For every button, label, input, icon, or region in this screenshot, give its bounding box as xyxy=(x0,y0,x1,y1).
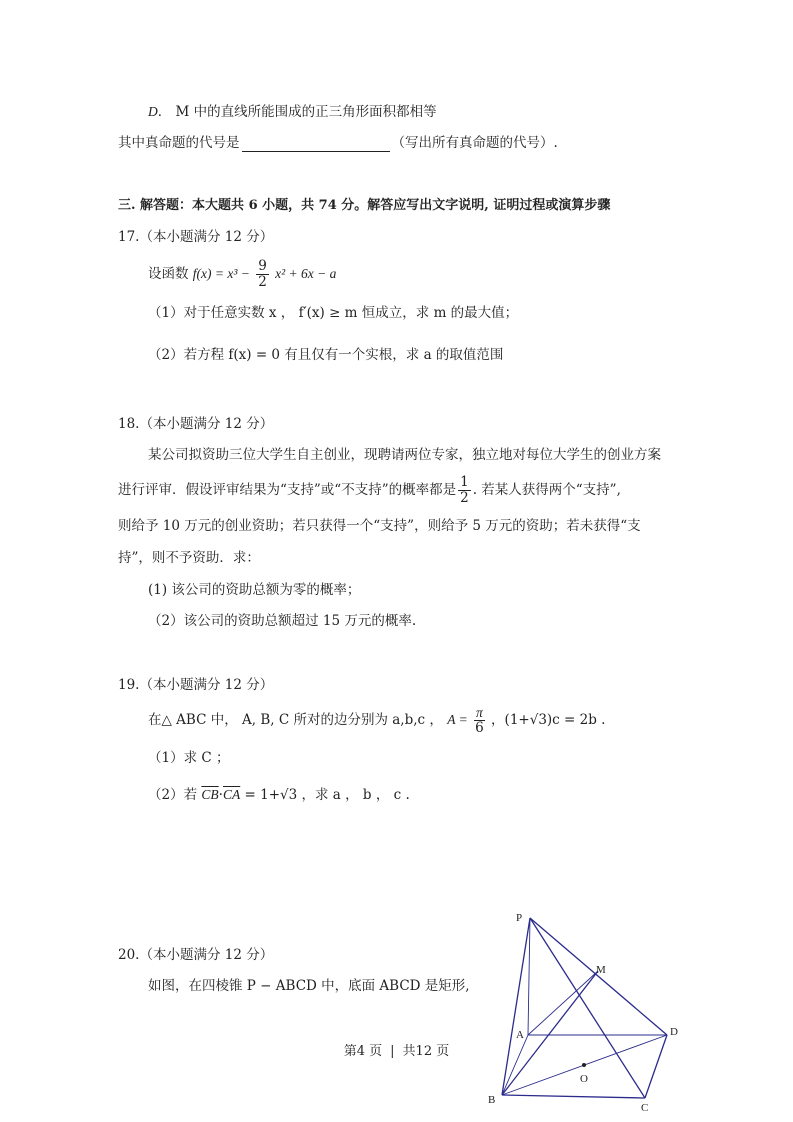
q19-vector-ca: $\overline{CA}$ xyxy=(222,787,241,802)
q16-option-d-text: M 中的直线所能围成的正三角形面积都相等 xyxy=(175,104,437,120)
q16-answer-hint: （写出所有真命题的代号）. xyxy=(391,135,558,151)
footer-separator: | xyxy=(390,1044,395,1059)
q18-fraction xyxy=(458,475,471,506)
q16-answer-blank xyxy=(242,137,390,152)
q19-line1-b: A = xyxy=(447,712,468,727)
edge-ab xyxy=(502,1035,528,1095)
q16-answer-line xyxy=(118,134,558,152)
q17-fraction xyxy=(256,259,269,290)
q17-func-lhs: f(x) = x³ − xyxy=(192,266,250,281)
q19-header: 19.（本小题满分 12 分） xyxy=(118,677,274,693)
q17-part1: （1）对于任意实数 x ， f′(x) ≥ m 恒成立，求 m 的最大值； xyxy=(148,305,519,321)
q18-header: 18.（本小题满分 12 分） xyxy=(118,416,274,432)
edge-pa xyxy=(528,918,530,1035)
q19-frac-den: 6 xyxy=(475,720,484,736)
label-m: M xyxy=(596,964,606,976)
q18-line2-a: 进行评审．假设评审结果为“支持”或“不支持”的概率都是 xyxy=(118,482,457,498)
q18-part1: (1) 该公司的资助总额为零的概率； xyxy=(148,582,361,598)
q19-part1: （1）求 C ； xyxy=(148,750,230,766)
label-p: P xyxy=(516,912,523,924)
q17-func-rhs: x² + 6x − a xyxy=(275,266,337,281)
q17-frac-den: 2 xyxy=(258,274,267,290)
q19-dot: · xyxy=(218,787,223,803)
q18-frac-num: 1 xyxy=(460,474,469,490)
edge-cd xyxy=(645,1035,667,1098)
q19-line1-c: ，(1+√3)c = 2b . xyxy=(491,712,606,728)
edge-pd xyxy=(530,918,667,1035)
edge-am xyxy=(528,971,598,1035)
q18-line1: 某公司拟资助三位大学生自主创业，现聘请两位专家，独立地对每位大学生的创业方案 xyxy=(148,447,661,463)
label-d: D xyxy=(670,1026,678,1038)
q18-line4: 持”，则不予资助．求： xyxy=(118,550,260,566)
q19-vector-cb: $\overline{CB}$ xyxy=(201,787,219,802)
q18-frac-den: 2 xyxy=(460,490,469,506)
q17-function xyxy=(148,258,336,290)
q18-line2-b: . 若某人获得两个“支持”, xyxy=(472,482,621,498)
footer-page-current: 第4 页 xyxy=(343,1044,383,1059)
label-b: B xyxy=(488,1094,496,1106)
edge-bc xyxy=(502,1095,645,1098)
q18-line3: 则给予 10 万元的创业资助；若只获得一个“支持”，则给予 5 万元的资助；若未获得“支 xyxy=(118,518,641,534)
q19-part2-a: （2）若 xyxy=(148,787,198,803)
q18-line2 xyxy=(118,474,621,506)
q19-part2-b: = 1+√3 ，求 a ， b ， c . xyxy=(244,787,410,803)
q16-answer-prompt: 其中真命题的代号是 xyxy=(118,135,240,151)
label-c: C xyxy=(641,1102,649,1114)
q20-line1: 如图，在四棱锥 P − ABCD 中，底面 ABCD 是矩形, xyxy=(148,978,470,994)
q19-line1 xyxy=(148,704,605,736)
q20-header: 20.（本小题满分 12 分） xyxy=(118,947,274,963)
q17-part2: （2）若方程 f(x) = 0 有且仅有一个实根，求 a 的取值范围 xyxy=(148,347,504,363)
label-a: A xyxy=(516,1029,524,1041)
q19-line1-a: 在△ ABC 中， A, B, C 所对的边分别为 a,b,c ， xyxy=(148,712,443,728)
edge-pc xyxy=(530,918,645,1098)
q16-option-d: D． M 中的直线所能围成的正三角形面积都相等 xyxy=(148,104,437,120)
pyramid-figure xyxy=(480,905,695,1115)
point-o xyxy=(582,1063,586,1067)
q17-frac-num: 9 xyxy=(258,258,267,274)
pyramid-hidden-edges xyxy=(502,918,667,1095)
pyramid-solid-edges xyxy=(502,918,667,1098)
q18-part2: （2）该公司的资助总额超过 15 万元的概率. xyxy=(148,613,417,629)
q19-fraction xyxy=(474,705,485,736)
q17-header: 17.（本小题满分 12 分） xyxy=(118,229,274,245)
footer-page-total: 共12 页 xyxy=(402,1044,450,1059)
q16-option-d-letter: D xyxy=(148,104,158,119)
q17-intro: 设函数 xyxy=(148,266,189,282)
q19-part2 xyxy=(148,786,410,804)
edge-pb xyxy=(502,918,530,1095)
label-o: O xyxy=(580,1073,588,1085)
q19-frac-num: π xyxy=(475,705,483,720)
section3-heading: 三. 解答题：本大题共 6 小题，共 74 分。解答应写出文字说明, 证明过程或演算步骤 xyxy=(118,198,611,213)
